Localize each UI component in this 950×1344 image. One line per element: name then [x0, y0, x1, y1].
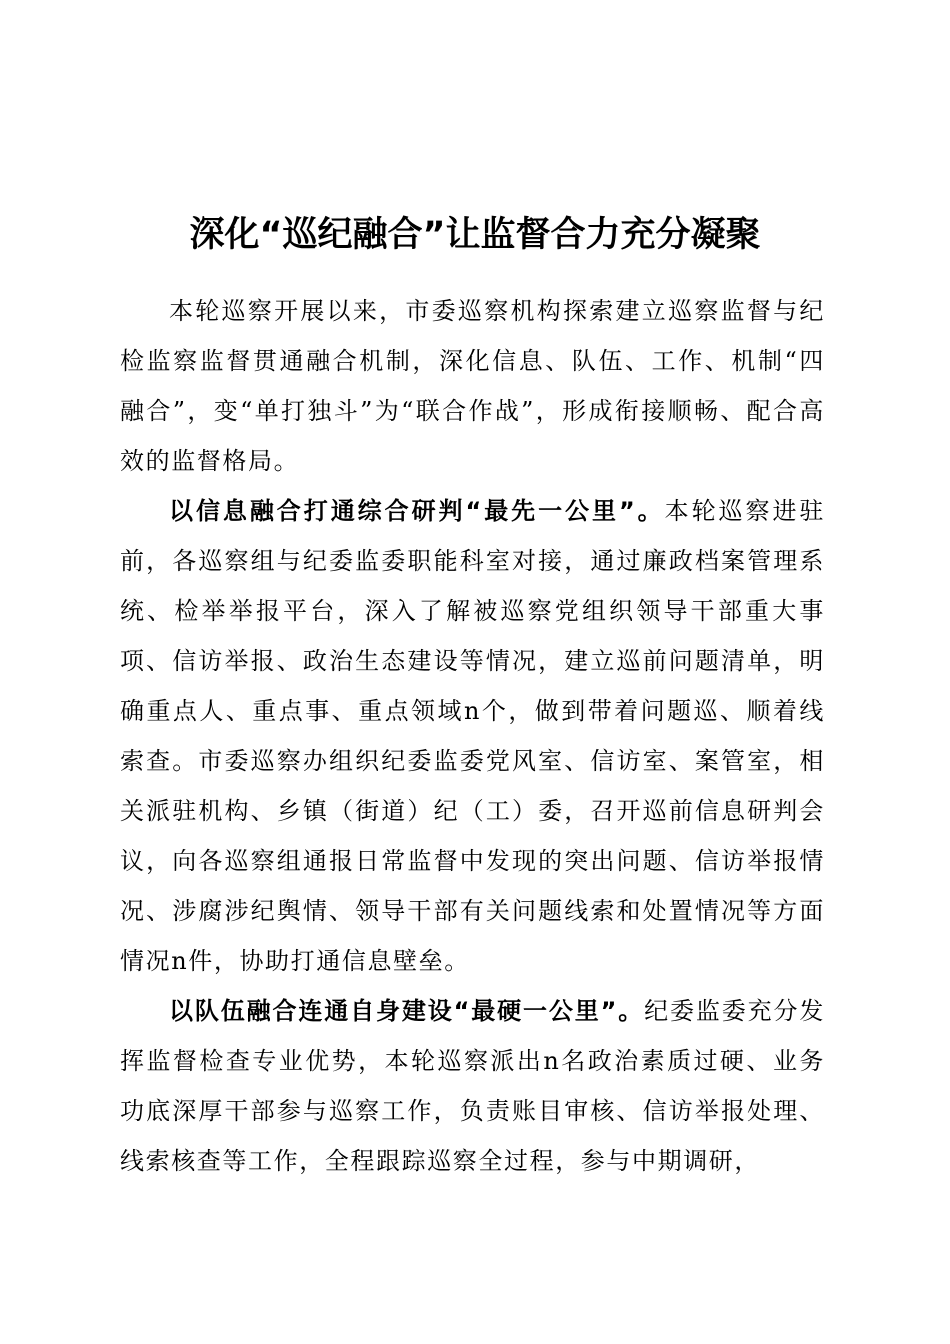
- paragraph-information-fusion: [120, 486, 825, 986]
- paragraph-text: 纪委监委充分发挥监督检查专业优势，本轮巡察派出n名政治素质过硬、业务功底深厚干部参与巡察工作，负责账目审核、信访举报处理、线索核查等工作，全程跟踪巡察全过程，参与中期调研，: [120, 997, 825, 1175]
- paragraph-lead: 以信息融合打通综合研判“最先一公里”。: [169, 497, 665, 525]
- paragraph-intro: [120, 286, 825, 486]
- paragraph-team-fusion: [120, 986, 825, 1186]
- paragraph-text: 本轮巡察开展以来，市委巡察机构探索建立巡察监督与纪检监察监督贯通融合机制，深化信息、队伍、工作、机制“四融合”，变“单打独斗”为“联合作战”，形成衔接顺畅、配合高效的监督格局。: [120, 297, 825, 475]
- paragraph-text: 本轮巡察进驻前，各巡察组与纪委监委职能科室对接，通过廉政档案管理系统、检举举报平台，深入了解被巡察党组织领导干部重大事项、信访举报、政治生态建设等情况，建立巡前问题清单，明确重点人、重点事、重点领域n个，做到带着问题巡、顺着线索查。市委巡察办组织纪委监委党风室、信访室、案管室，相关派驻机构、乡镇（街道）纪（工）委，召开巡前信息研判会议，向各巡察组通报日常监督中发现的突出问题、信访举报情况、涉腐涉纪舆情、领导干部有关问题线索和处置情况等方面情况n件，协助打通信息壁垒。: [120, 497, 825, 975]
- paragraph-lead: 以队伍融合连通自身建设“最硬一公里”。: [169, 997, 645, 1025]
- document-body: [120, 286, 825, 1186]
- document-title: 深化“巡纪融合”让监督合力充分凝聚: [189, 215, 761, 256]
